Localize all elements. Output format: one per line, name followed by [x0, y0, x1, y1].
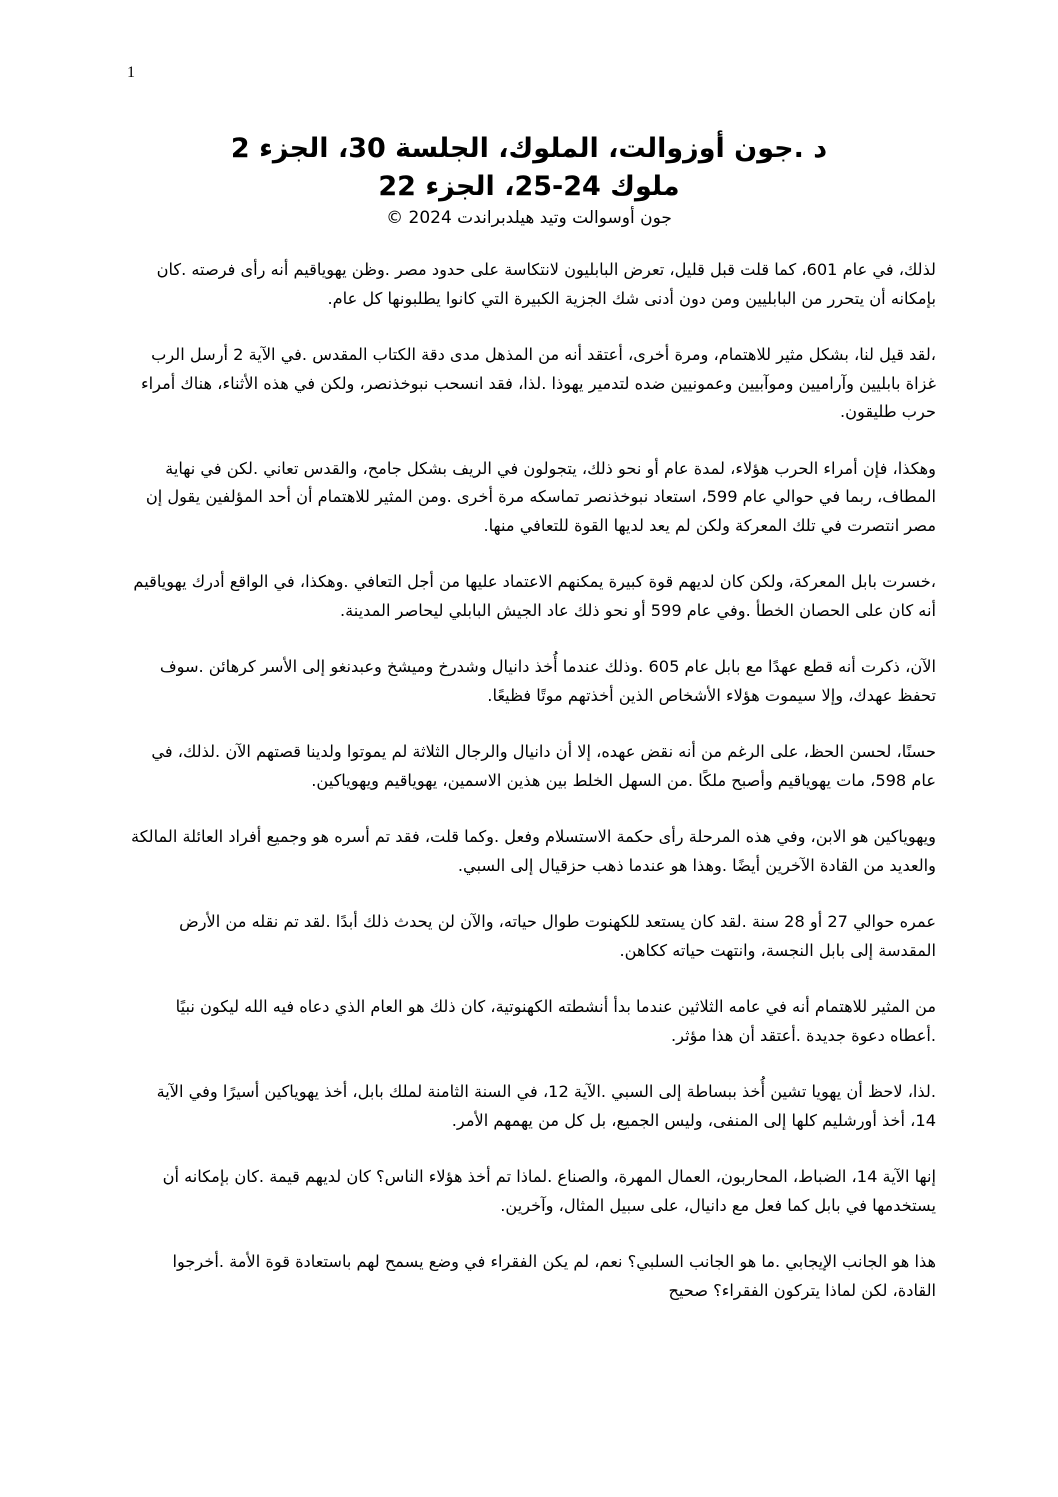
- paragraph: .لذا، لاحظ أن يهويا تشين أُخذ ببساطة إلى السبي .الآية 12، في السنة الثامنة لملك بابل، أخذ يهوياكين أسيرًا وفي الآية 14، أخذ أورشليم كلها إلى المنفى، وليس الجميع، بل كل من يهمهم الأمر.: [156, 1082, 936, 1130]
- document-body: [128, 256, 936, 1333]
- paragraph: وهكذا، فإن أمراء الحرب هؤلاء، لمدة عام أو نحو ذلك، يتجولون في الريف بشكل جامح، والقدس تعاني .لكن في نهاية المطاف، ربما في حوالي عام 599، استعاد نبوخذنصر تماسكه مرة أخرى .ومن المثير للاهتمام أن أحد المؤلفين يقول إن مصر انتصرت في تلك المعركة ولكن لم يعد لديها القوة للتعافي منها.: [145, 458, 936, 535]
- page-number: 1: [127, 64, 135, 81]
- paragraph: عمره حوالي 27 أو 28 سنة .لقد كان يستعد للكهنوت طوال حياته، والآن لن يحدث ذلك أبدًا .لقد تم نقله من الأرض المقدسة إلى بابل النجسة، وانتهت حياته ككاهن.: [179, 912, 936, 960]
- page-subtitle: ملوك 24-25، الجزء 22: [378, 171, 680, 202]
- paragraph: حسنًا، لحسن الحظ، على الرغم من أنه نقض عهده، إلا أن دانيال والرجال الثلاثة لم يموتوا ولدينا قصتهم الآن .لذلك، في عام 598، مات يهوياقيم وأصبح ملكًا .من السهل الخلط بين هذين الاسمين، يهوياقيم ويهوياكين.: [151, 742, 936, 790]
- paragraph: ،خسرت بابل المعركة، ولكن كان لديهم قوة كبيرة يمكنهم الاعتماد عليها من أجل التعافي .وهكذا، في الواقع أدرك يهوياقيم أنه كان على الحصان الخطأ .وفي عام 599 أو نحو ذلك عاد الجيش البابلي ليحاصر المدينة.: [133, 572, 936, 620]
- paragraph: هذا هو الجانب الإيجابي .ما هو الجانب السلبي؟ نعم، لم يكن الفقراء في وضع يسمح لهم باستعادة قوة الأمة .أخرجوا القادة، لكن لماذا يتركون الفقراء؟ صحيح: [172, 1252, 936, 1300]
- paragraph: ويهوياكين هو الابن، وفي هذه المرحلة رأى حكمة الاستسلام وفعل .وكما قلت، فقد تم أسره هو وجميع أفراد العائلة المالكة والعديد من القادة الآخرين أيضًا .وهذا هو عندما ذهب حزقيال إلى السبي.: [131, 827, 936, 875]
- paragraph: ،لقد قيل لنا، بشكل مثير للاهتمام، ومرة أخرى، أعتقد أنه من المذهل مدى دقة الكتاب المقدس .في الآية 2 أرسل الرب غزاة بابليين وآراميين وموآبيين وعمونيين ضده لتدمير يهوذا .لذا، فقد انسحب نبوخذنصر، ولكن في هذه الأثناء، هناك أمراء حرب طليقون.: [141, 345, 936, 421]
- title-block: [180, 130, 878, 247]
- paragraph: لذلك، في عام 601، كما قلت قبل قليل، تعرض البابليون لانتكاسة على حدود مصر .وظن يهوياقيم أنه رأى فرصته .كان بإمكانه أن يتحرر من البابليين ومن دون أدنى شك الجزية الكبيرة التي كانوا يطلبونها كل عام.: [156, 260, 936, 308]
- paragraph: إنها الآية 14، الضباط، المحاربون، العمال المهرة، والصناع .لماذا تم أخذ هؤلاء الناس؟ كان لديهم قيمة .كان بإمكانه أن يستخدمها في بابل كما فعل مع دانيال، على سبيل المثال، وآخرين.: [162, 1167, 936, 1215]
- paragraph: الآن، ذكرت أنه قطع عهدًا مع بابل عام 605 .وذلك عندما أُخذ دانيال وشدرخ وميشخ وعبدنغو إلى الأسر كرهائن .سوف تحفظ عهدك، وإلا سيموت هؤلاء الأشخاص الذين أخذتهم موتًا فظيعًا.: [159, 657, 936, 705]
- paragraph: من المثير للاهتمام أنه في عامه الثلاثين عندما بدأ أنشطته الكهنوتية، كان ذلك هو العام الذي دعاه فيه الله ليكون نبيًا .أعطاه دعوة جديدة .أعتقد أن هذا مؤثر.: [175, 997, 936, 1045]
- page-title: د .جون أوزوالت، الملوك، الجلسة 30، الجزء 2: [230, 133, 828, 164]
- copyright-notice: جون أوسوالت وتيد هيلدبراندت 2024 ©: [386, 208, 672, 228]
